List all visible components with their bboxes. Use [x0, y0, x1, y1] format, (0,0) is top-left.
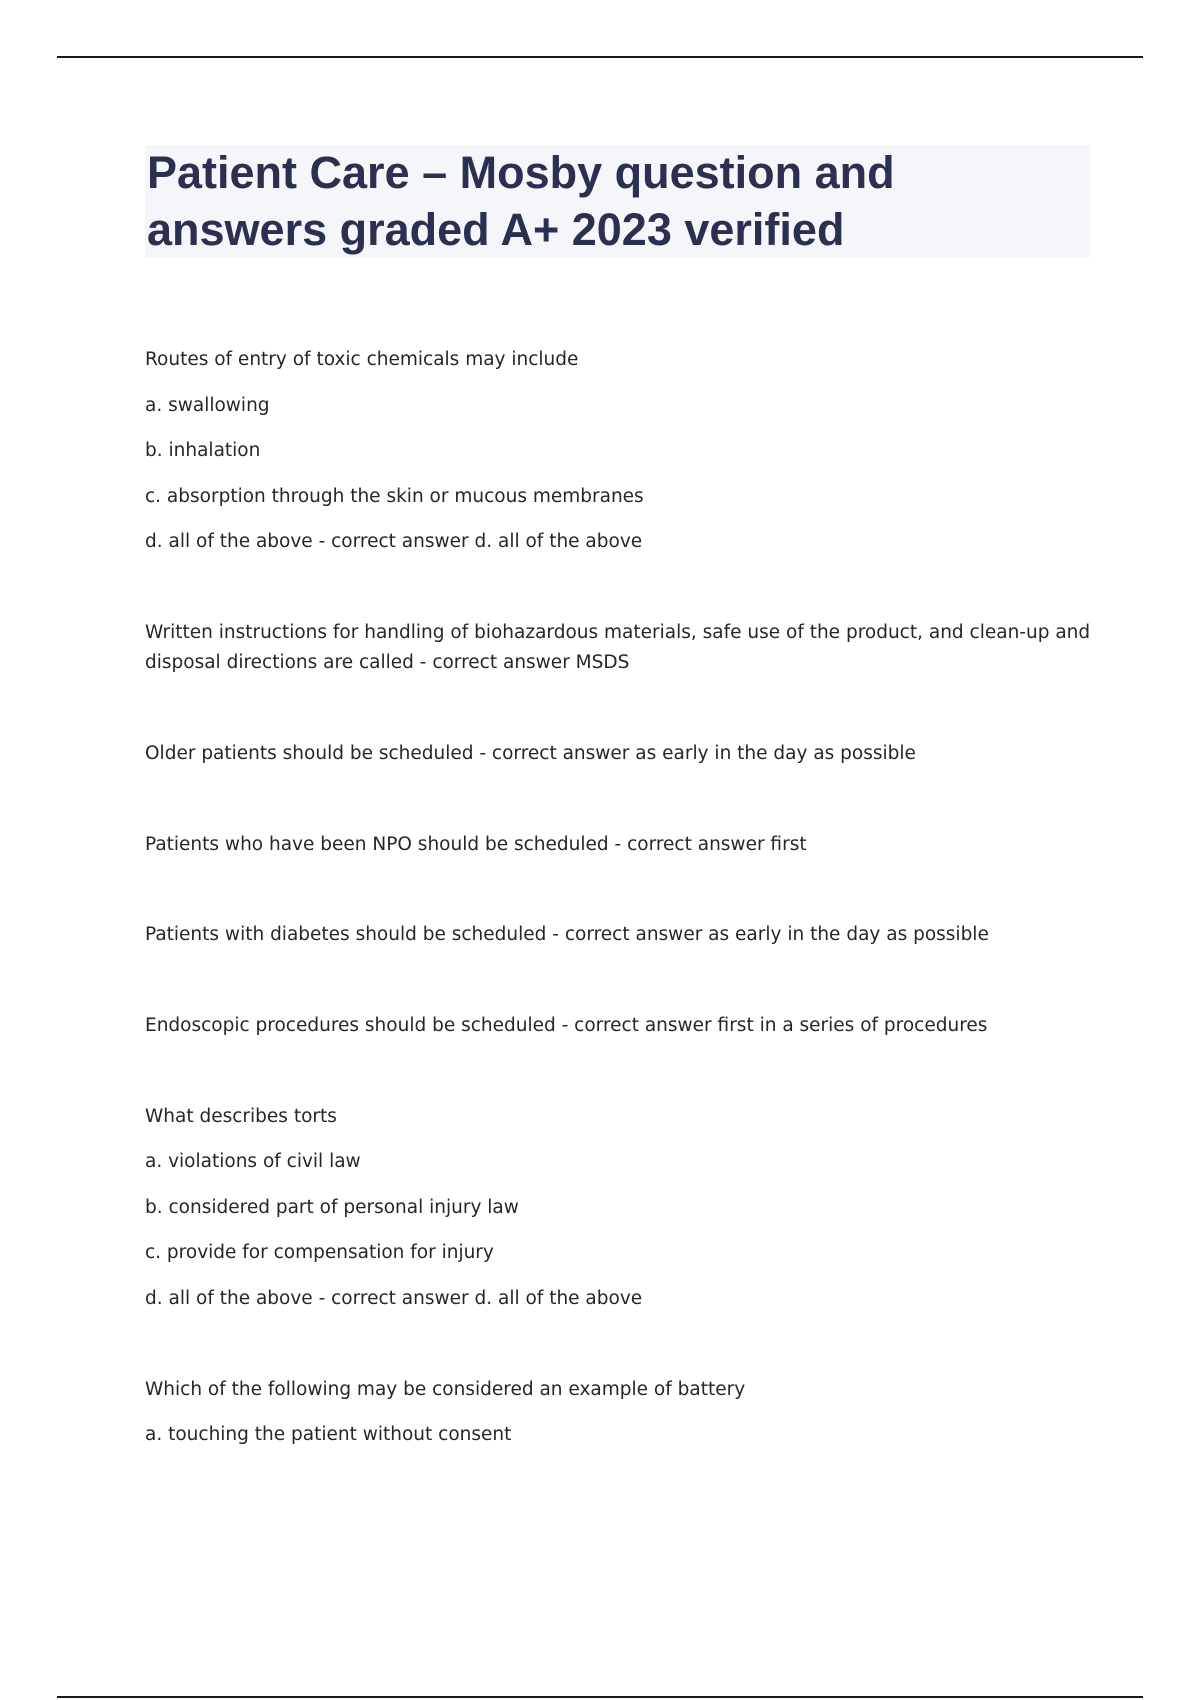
page-top-rule	[57, 56, 1143, 58]
question-1-option-a: a. swallowing	[145, 395, 270, 416]
question-1-option-d: d. all of the above - correct answer d. all of the above	[145, 531, 643, 552]
question-7-option-b: b. considered part of personal injury law	[145, 1197, 519, 1218]
question-8-text: Which of the following may be considered an example of battery	[145, 1379, 746, 1400]
question-7-option-c: c. provide for compensation for injury	[145, 1242, 494, 1263]
question-1-option-b: b. inhalation	[145, 440, 261, 461]
document-title-line-1: Patient Care – Mosby question and	[147, 147, 895, 198]
question-1-text: Routes of entry of toxic chemicals may include	[145, 349, 579, 370]
question-6-text: Endoscopic procedures should be scheduled - correct answer first in a series of procedures	[145, 1015, 988, 1036]
question-2-line-1: Written instructions for handling of biohazardous materials, safe use of the product, and clean-up and	[145, 622, 1091, 643]
question-2-line-2: disposal directions are called - correct answer MSDS	[145, 652, 630, 673]
question-7-option-a: a. violations of civil law	[145, 1151, 361, 1172]
question-5-text: Patients with diabetes should be scheduled - correct answer as early in the day as possible	[145, 924, 989, 945]
question-3-text: Older patients should be scheduled - correct answer as early in the day as possible	[145, 743, 916, 764]
document-title-line-2: answers graded A+ 2023 verified	[147, 204, 845, 255]
question-7-text: What describes torts	[145, 1106, 337, 1127]
question-7-option-d: d. all of the above - correct answer d. all of the above	[145, 1288, 643, 1309]
question-1-option-c: c. absorption through the skin or mucous membranes	[145, 486, 644, 507]
page-bottom-rule	[57, 1696, 1143, 1698]
document-title	[147, 144, 1087, 258]
question-8-option-a: a. touching the patient without consent	[145, 1424, 512, 1445]
question-4-text: Patients who have been NPO should be scheduled - correct answer first	[145, 834, 807, 855]
